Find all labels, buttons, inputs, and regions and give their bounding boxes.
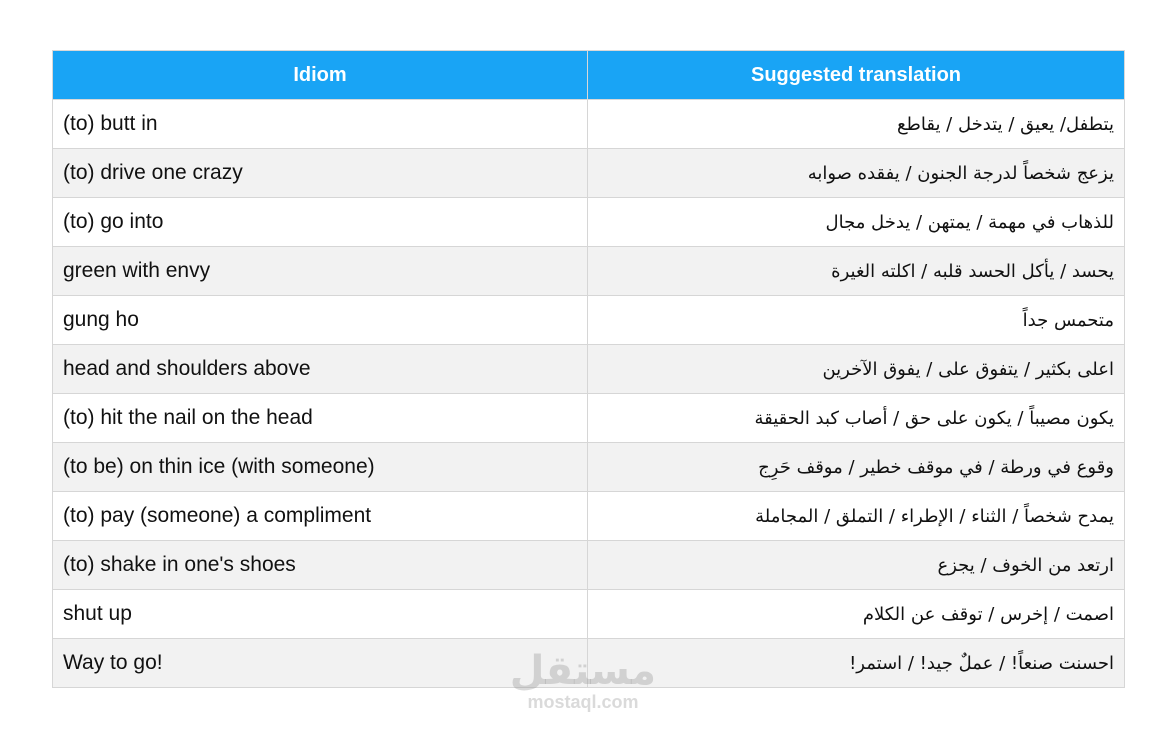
idiom-cell: (to) butt in bbox=[53, 100, 588, 149]
translation-cell: ارتعد من الخوف / يجزع bbox=[588, 541, 1125, 590]
table-row bbox=[53, 345, 1125, 394]
translation-cell: اعلى بكثير / يتفوق على / يفوق الآخرين bbox=[588, 345, 1125, 394]
table-row bbox=[53, 198, 1125, 247]
translation-cell: يمدح شخصاً / الثناء / الإطراء / التملق / المجاملة bbox=[588, 492, 1125, 541]
table-header-row bbox=[53, 51, 1125, 100]
table-row bbox=[53, 541, 1125, 590]
translation-cell: يزعج شخصاً لدرجة الجنون / يفقده صوابه bbox=[588, 149, 1125, 198]
translation-cell: للذهاب في مهمة / يمتهن / يدخل مجال bbox=[588, 198, 1125, 247]
idiom-cell: (to) drive one crazy bbox=[53, 149, 588, 198]
table-row bbox=[53, 443, 1125, 492]
translation-cell: متحمس جداً bbox=[588, 296, 1125, 345]
translation-cell: يحسد / يأكل الحسد قلبه / اكلته الغيرة bbox=[588, 247, 1125, 296]
idiom-cell: (to) shake in one's shoes bbox=[53, 541, 588, 590]
idiom-cell: (to) go into bbox=[53, 198, 588, 247]
translation-cell: يكون مصيباً / يكون على حق / أصاب كبد الحقيقة bbox=[588, 394, 1125, 443]
idioms-table-container bbox=[52, 50, 1124, 688]
idiom-cell: (to) pay (someone) a compliment bbox=[53, 492, 588, 541]
table-row bbox=[53, 492, 1125, 541]
table-row bbox=[53, 149, 1125, 198]
translation-cell: اصمت / إخرس / توقف عن الكلام bbox=[588, 590, 1125, 639]
header-suggested-translation: Suggested translation bbox=[588, 51, 1125, 100]
idiom-cell: (to be) on thin ice (with someone) bbox=[53, 443, 588, 492]
table-row bbox=[53, 394, 1125, 443]
idiom-cell: gung ho bbox=[53, 296, 588, 345]
table-row bbox=[53, 590, 1125, 639]
idiom-cell: green with envy bbox=[53, 247, 588, 296]
watermark-logo: مستقل bbox=[509, 648, 656, 694]
mostaql-watermark bbox=[510, 650, 656, 712]
idioms-table bbox=[52, 50, 1125, 688]
translation-cell: احسنت صنعاً! / عملٌ جيد! / استمر! bbox=[588, 639, 1125, 688]
table-row bbox=[53, 247, 1125, 296]
translation-cell: يتطفل/ يعيق / يتدخل / يقاطع bbox=[588, 100, 1125, 149]
idiom-cell: (to) hit the nail on the head bbox=[53, 394, 588, 443]
idiom-cell: Way to go! bbox=[53, 639, 588, 688]
watermark-url: mostaql.com bbox=[527, 692, 639, 712]
idiom-cell: shut up bbox=[53, 590, 588, 639]
table-row bbox=[53, 100, 1125, 149]
idiom-cell: head and shoulders above bbox=[53, 345, 588, 394]
header-idiom: Idiom bbox=[53, 51, 588, 100]
table-row bbox=[53, 296, 1125, 345]
translation-cell: وقوع في ورطة / في موقف خطير / موقف حَرِج bbox=[588, 443, 1125, 492]
